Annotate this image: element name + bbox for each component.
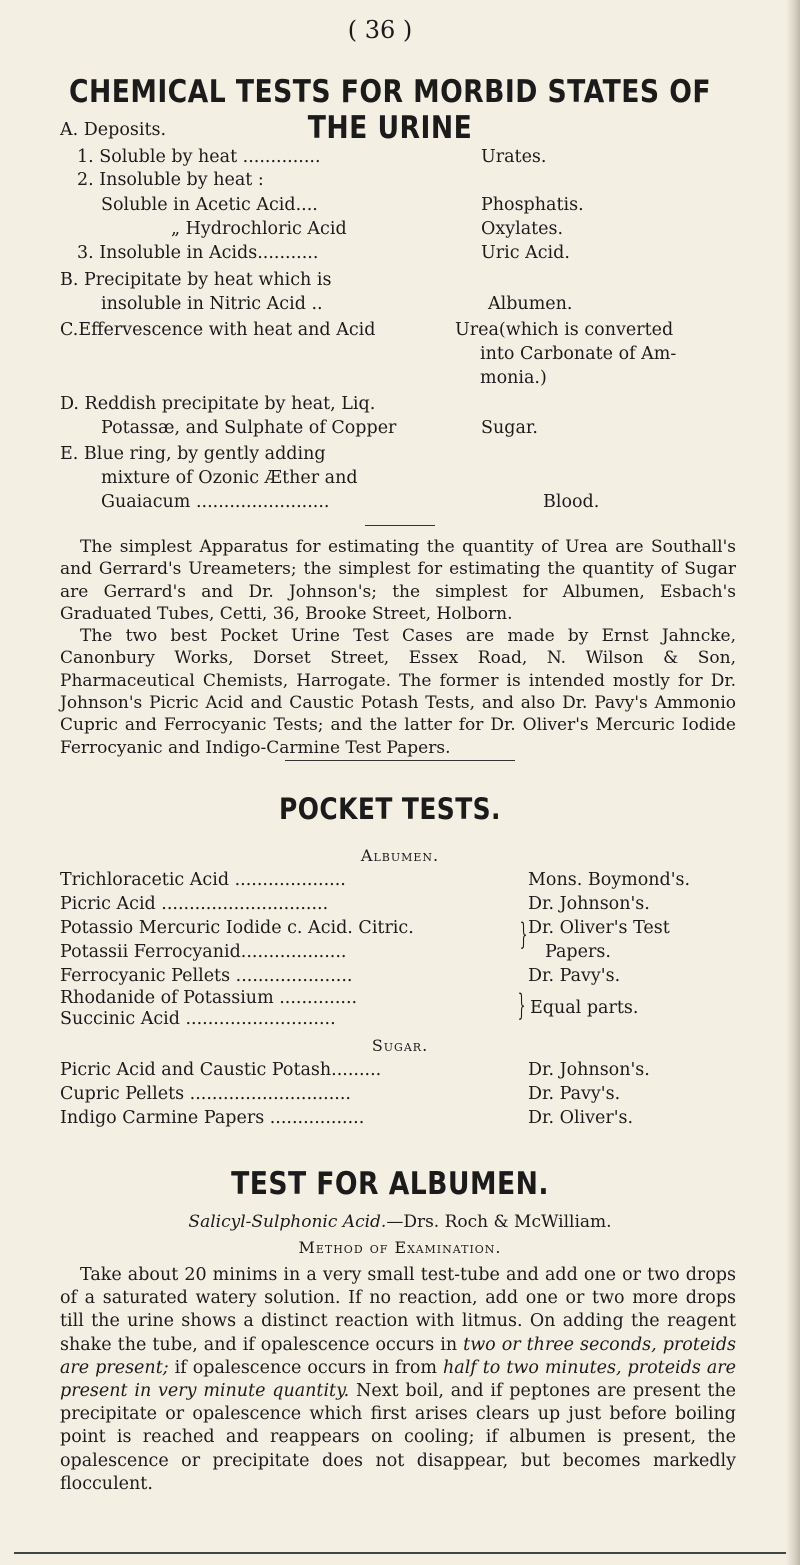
e-line2: mixture of Ozonic Æther and xyxy=(101,468,358,488)
sugar-row-left: Cupric Pellets ............................. xyxy=(60,1084,351,1104)
d-line1: D. Reddish precipitate by heat, Liq. xyxy=(60,394,376,414)
d-right: Sugar. xyxy=(481,418,538,438)
a-row1-left: 1. Soluble by heat .............. xyxy=(77,147,321,167)
a-row2-left: 2. Insoluble by heat : xyxy=(77,170,264,190)
brace: } xyxy=(517,988,526,1023)
c-left: C.Effervescence with heat and Acid xyxy=(60,320,376,340)
a-row1-right: Urates. xyxy=(481,147,547,167)
method-text-italic: two or three seconds, proteids are present; xyxy=(60,1334,737,1378)
divider xyxy=(365,525,435,526)
albumen-heading: Albumen. xyxy=(360,846,440,865)
pocket-row-right: Dr. Johnson's. xyxy=(528,894,650,914)
bottom-rule xyxy=(14,1552,786,1554)
reagent-authors: —Drs. Roch & McWilliam. xyxy=(386,1212,612,1232)
e-right: Blood. xyxy=(543,492,600,512)
paragraph-1: The simplest Apparatus for estimating the quantity of Urea are Southall's and Gerrard's Ureameters; the simplest for estimating the quantity of Sugar are Gerrard's and Dr. Johnson's; the simplest for Albumen, Esbach's Graduated Tubes, Cetti, 36, Brooke Street, Holborn. xyxy=(60,537,736,624)
c-right3: monia.) xyxy=(480,368,547,388)
divider xyxy=(285,760,515,761)
e-line3: Guaiacum ........................ xyxy=(101,492,330,512)
d-line2: Potassæ, and Sulphate of Copper xyxy=(101,418,397,438)
a-row5-right: Uric Acid. xyxy=(481,243,570,263)
pocket-row-left: Rhodanide of Potassium .............. xyxy=(60,988,358,1008)
pocket-row-right: Dr. Pavy's. xyxy=(528,966,621,986)
method-text-italic: half to two minutes, proteids are present in very minute quantity. xyxy=(60,1357,736,1402)
method-text: Take about 20 minims in a very small test-tube and add one or two drops of a saturated watery solution. If no reaction, add one or two more drops till the urine shows a distinct reaction with litmus. On adding the reagent shake the tube, and if opalescence occurs in xyxy=(60,1265,736,1355)
test-albumen-title: TEST FOR ALBUMEN. xyxy=(231,1166,549,1202)
method-heading: Method of Examination. xyxy=(298,1238,502,1257)
pocket-row-left: Ferrocyanic Pellets ..................... xyxy=(60,966,353,986)
b-line2: insoluble in Nitric Acid .. xyxy=(101,294,323,314)
e-line1: E. Blue ring, by gently adding xyxy=(60,444,326,464)
paragraph-2: The two best Pocket Urine Test Cases are made by Ernst Jahncke, Canonbury Works, Dorset Street, Essex Road, N. Wilson & Son, Pharmaceutical Chemists, Harrogate. The former is intended mostly for Dr. Johnson's Picric Acid and Caustic Potash Tests, and also Dr. Pavy's Ammonio Cupric and Ferrocyanic Tests; and the latter for Dr. Oliver's Mercuric Iodide Ferrocyanic and Indigo-Carmine Test Papers. xyxy=(60,626,736,758)
pocket-row-left: Picric Acid .............................. xyxy=(60,894,329,914)
pocket-tests-title: POCKET TESTS. xyxy=(279,792,501,826)
sugar-row-right: Dr. Oliver's. xyxy=(528,1108,634,1128)
a-row3-right: Phosphatis. xyxy=(481,195,584,215)
sugar-row-right: Dr. Pavy's. xyxy=(528,1084,621,1104)
method-text: Next boil, and if peptones are present the precipitate or opalescence which first arises clears up just before boiling point is reached and reappears on cooling; if albumen is present, the opalescence or precipitate does not disappear, but becomes markedly flocculent. xyxy=(60,1381,736,1494)
method-text: if opalescence occurs in from xyxy=(168,1357,443,1378)
sugar-row-left: Picric Acid and Caustic Potash......... xyxy=(60,1060,382,1080)
pocket-row-right: Equal parts. xyxy=(530,998,639,1018)
b-right: Albumen. xyxy=(488,294,573,314)
a-row3-left: Soluble in Acetic Acid.... xyxy=(101,195,318,215)
brace: } xyxy=(519,917,528,952)
pocket-row-right: Papers. xyxy=(545,942,611,962)
pocket-row-left: Succinic Acid ........................... xyxy=(60,1009,336,1029)
c-right2: into Carbonate of Am- xyxy=(480,344,677,364)
page-edge xyxy=(786,0,800,1565)
reagent-name: Salicyl-Sulphonic Acid. xyxy=(188,1212,387,1232)
sugar-row-right: Dr. Johnson's. xyxy=(528,1060,650,1080)
pocket-row-left: Potassio Mercuric Iodide c. Acid. Citric. xyxy=(60,918,414,938)
sugar-row-left: Indigo Carmine Papers ................. xyxy=(60,1108,365,1128)
sugar-heading: Sugar. xyxy=(371,1036,429,1055)
apparatus-paragraph xyxy=(60,536,736,759)
b-line1: B. Precipitate by heat which is xyxy=(60,270,332,290)
page-number: ( 36 ) xyxy=(347,16,413,44)
pocket-row-right: Mons. Boymond's. xyxy=(528,870,691,890)
c-right1: Urea(which is converted xyxy=(455,320,674,340)
a-row4-right: Oxylates. xyxy=(481,219,564,239)
pocket-row-left: Potassii Ferrocyanid................... xyxy=(60,942,347,962)
method-paragraph xyxy=(60,1264,736,1496)
a-row5-left: 3. Insoluble in Acids........... xyxy=(77,243,319,263)
page-title: CHEMICAL TESTS FOR MORBID STATES OF THE URINE xyxy=(68,74,712,146)
a-row4-left: „ Hydrochloric Acid xyxy=(171,219,347,239)
test-albumen-subtitle xyxy=(0,1212,800,1232)
pocket-row-left: Trichloracetic Acid .................... xyxy=(60,870,346,890)
section-a-heading: A. Deposits. xyxy=(60,120,167,140)
pocket-row-right: Dr. Oliver's Test xyxy=(528,918,670,938)
